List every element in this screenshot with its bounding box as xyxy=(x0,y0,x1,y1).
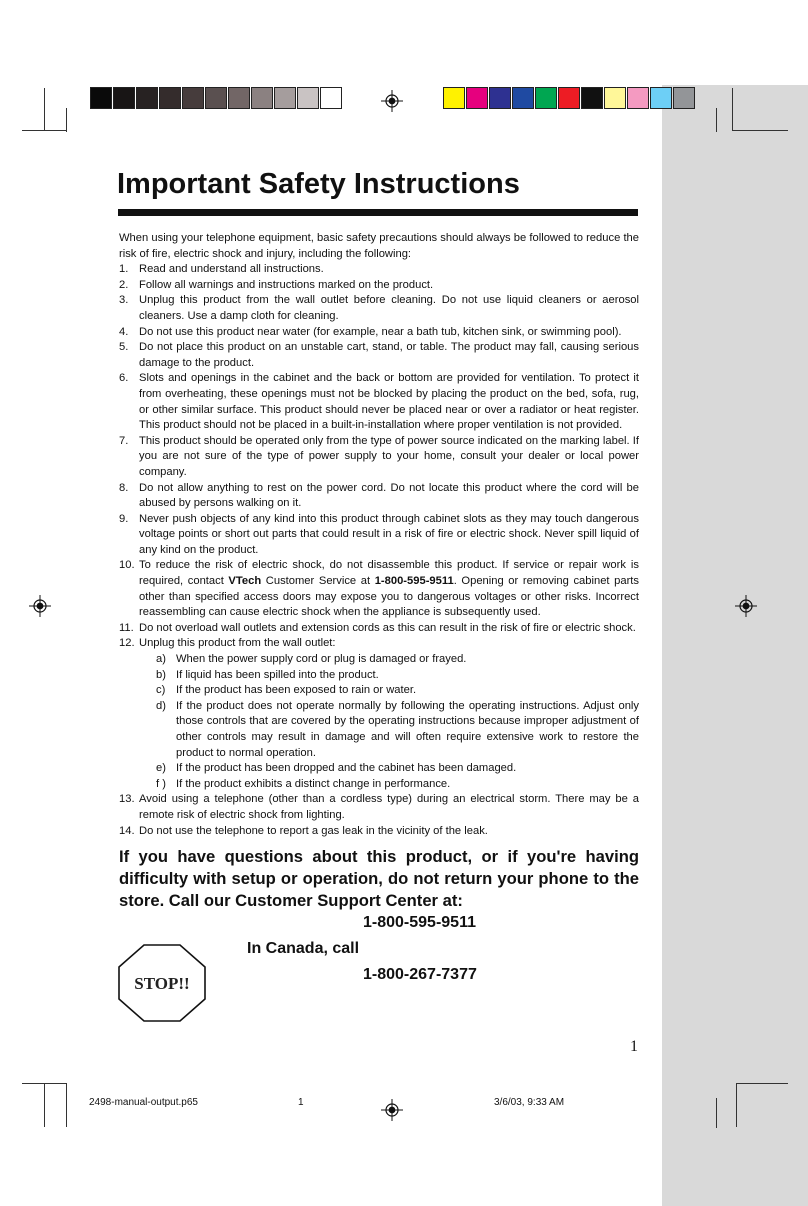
gray-swatch xyxy=(90,87,112,109)
sub-list-item: e) If the product has been dropped and the cabinet has been damaged. xyxy=(156,762,517,775)
crop-mark-tr-v xyxy=(732,88,733,130)
gray-scale-bar xyxy=(90,87,343,109)
list-item: 8. Do not allow anything to rest on the power cord. Do not locate this product where the cord will be abused by persons walking on it. xyxy=(119,481,639,510)
gray-swatch xyxy=(159,87,181,109)
color-swatch xyxy=(535,87,557,109)
crop-mark-br-v2 xyxy=(716,1098,717,1128)
registration-mark-icon xyxy=(29,595,51,617)
sub-list-item: d) If the product does not operate normally by following the operating instructions. Adjust only those controls that are covered by the operating instructions because improper adjustment of other controls may result in damage and will often require extensive work to restore the product to normal operation. xyxy=(156,699,639,759)
sub-list-item: a) When the power supply cord or plug is damaged or frayed. xyxy=(156,653,467,666)
registration-mark-icon xyxy=(381,1099,403,1121)
footer-filename: 2498-manual-output.p65 xyxy=(89,1097,198,1108)
color-swatch xyxy=(581,87,603,109)
gray-swatch xyxy=(320,87,342,109)
gray-swatch xyxy=(182,87,204,109)
gray-swatch xyxy=(251,87,273,109)
list-item: 7. This product should be operated only from the type of power source indicated on the marking label. If you are not sure of the type of power supply to your home, consult your dealer or local power company. xyxy=(119,434,639,478)
list-item: 11. Do not overload wall outlets and extension cords as this can result in the risk of fire or electric shock. xyxy=(119,621,636,634)
service-phone: 1-800-595-9511 xyxy=(374,575,454,588)
brand-name: VTech xyxy=(228,575,262,588)
crop-mark-br-h xyxy=(736,1083,788,1084)
color-swatch xyxy=(466,87,488,109)
crop-mark-bl-v xyxy=(44,1083,45,1127)
color-swatch xyxy=(558,87,580,109)
crop-mark-tl-v xyxy=(44,88,45,130)
list-item: 10. To reduce the risk of electric shock, do not disassemble this product. If service or repair work is required, contact VTech Customer Service at 1-800-595-9511. Opening or removing cabinet parts other than specified access doors may expose you to dangerous voltages or other risks. Incorrect reassembling can cause electric shock when the appliance is subsequently used. xyxy=(119,559,639,619)
gray-swatch xyxy=(205,87,227,109)
footer-timestamp: 3/6/03, 9:33 AM xyxy=(494,1097,565,1108)
canada-label: In Canada, call xyxy=(247,940,360,957)
list-item: 13. Avoid using a telephone (other than a cordless type) during an electrical storm. There may be a remote risk of electric shock from lighting. xyxy=(119,793,639,821)
stop-sign-icon xyxy=(118,944,206,1022)
gray-swatch xyxy=(136,87,158,109)
sub-list-item: b) If liquid has been spilled into the product. xyxy=(156,668,379,681)
color-swatch xyxy=(604,87,626,109)
crop-mark-bl-v2 xyxy=(66,1083,67,1127)
list-item: 4. Do not use this product near water (for example, near a bath tub, kitchen sink, or swimming pool). xyxy=(119,325,622,338)
stop-sign-label: STOP!! xyxy=(134,974,190,993)
color-swatch xyxy=(627,87,649,109)
crop-mark-tl-h xyxy=(22,130,66,131)
gray-swatch xyxy=(228,87,250,109)
sub-list-item: f ) If the product exhibits a distinct change in performance. xyxy=(156,777,451,790)
support-phone-us: 1-800-595-9511 xyxy=(363,914,476,931)
crop-mark-br-v xyxy=(736,1083,737,1127)
crop-mark-tr-h xyxy=(732,130,788,131)
list-item: 2. Follow all warnings and instructions marked on the product. xyxy=(119,278,434,291)
instructions-list xyxy=(119,262,639,839)
list-item: 1. Read and understand all instructions. xyxy=(119,263,324,276)
gray-swatch xyxy=(113,87,135,109)
sub-list-item: c) If the product has been exposed to rain or water. xyxy=(156,684,417,697)
gray-swatch xyxy=(274,87,296,109)
crop-mark-tl-v2 xyxy=(66,108,67,132)
list-item: 12. Unplug this product from the wall outlet: a) When the power supply cord or plug is damaged or frayed. b) If liquid has been spilled into the product. c) If the product has been exposed to rain or water. d) If the product does not operate normally by following the operating instructions. Adjust only those controls that are covered by the operating instructions because improper adjustment of other controls may result in damage and will often require extensive work to restore the product to normal operation. e) If the product has been dropped and the cabinet has been damaged. f ) If the product exhibits a distinct change in performance. xyxy=(119,636,639,792)
list-item: 6. Slots and openings in the cabinet and the back or bottom are provided for ventilation. To protect it from overheating, these openings must not be blocked by placing the product on the bed, sofa, rug, or other similar surface. This product should never be placed near or over a radiator or heat register. This product should not be placed in a built-in-installation where proper ventilation is not provided. xyxy=(119,372,639,432)
page-side-band xyxy=(662,85,808,1206)
list-item: 3. Unplug this product from the wall outlet before cleaning. Do not use liquid cleaners or aerosol cleaners. Use a damp cloth for cleaning. xyxy=(119,294,639,322)
page-number: 1 xyxy=(630,1038,638,1055)
list-item: 9. Never push objects of any kind into this product through cabinet slots as they may touch dangerous voltage points or short out parts that could result in a risk of fire or electric shock. Never spill liquid of any kind on the product. xyxy=(119,512,639,556)
gray-swatch xyxy=(297,87,319,109)
list-item: 5. Do not place this product on an unstable cart, stand, or table. The product may fall, causing serious damage to the product. xyxy=(119,341,639,369)
crop-mark-tr-v2 xyxy=(716,108,717,132)
registration-mark-icon xyxy=(381,90,403,112)
instructions-body xyxy=(119,231,639,839)
color-swatch xyxy=(673,87,695,109)
intro-paragraph: When using your telephone equipment, basic safety precautions should always be followed to reduce the risk of fire, electric shock and injury, including the following: xyxy=(119,232,639,260)
footer-page: 1 xyxy=(298,1097,304,1108)
page-title: Important Safety Instructions xyxy=(117,168,520,200)
list-item: 14. Do not use the telephone to report a gas leak in the vicinity of the leak. xyxy=(119,824,488,837)
registration-mark-icon xyxy=(735,595,757,617)
support-phone-canada: 1-800-267-7377 xyxy=(363,966,477,983)
color-swatch xyxy=(650,87,672,109)
support-callout: If you have questions about this product, or if you're having difficulty with setup or operation, do not return your phone to the store. Call our Customer Support Center at: xyxy=(119,847,639,910)
color-swatch xyxy=(443,87,465,109)
color-swatch xyxy=(489,87,511,109)
process-color-bar xyxy=(443,87,696,109)
color-swatch xyxy=(512,87,534,109)
sub-list xyxy=(139,652,639,792)
title-rule xyxy=(118,209,638,216)
